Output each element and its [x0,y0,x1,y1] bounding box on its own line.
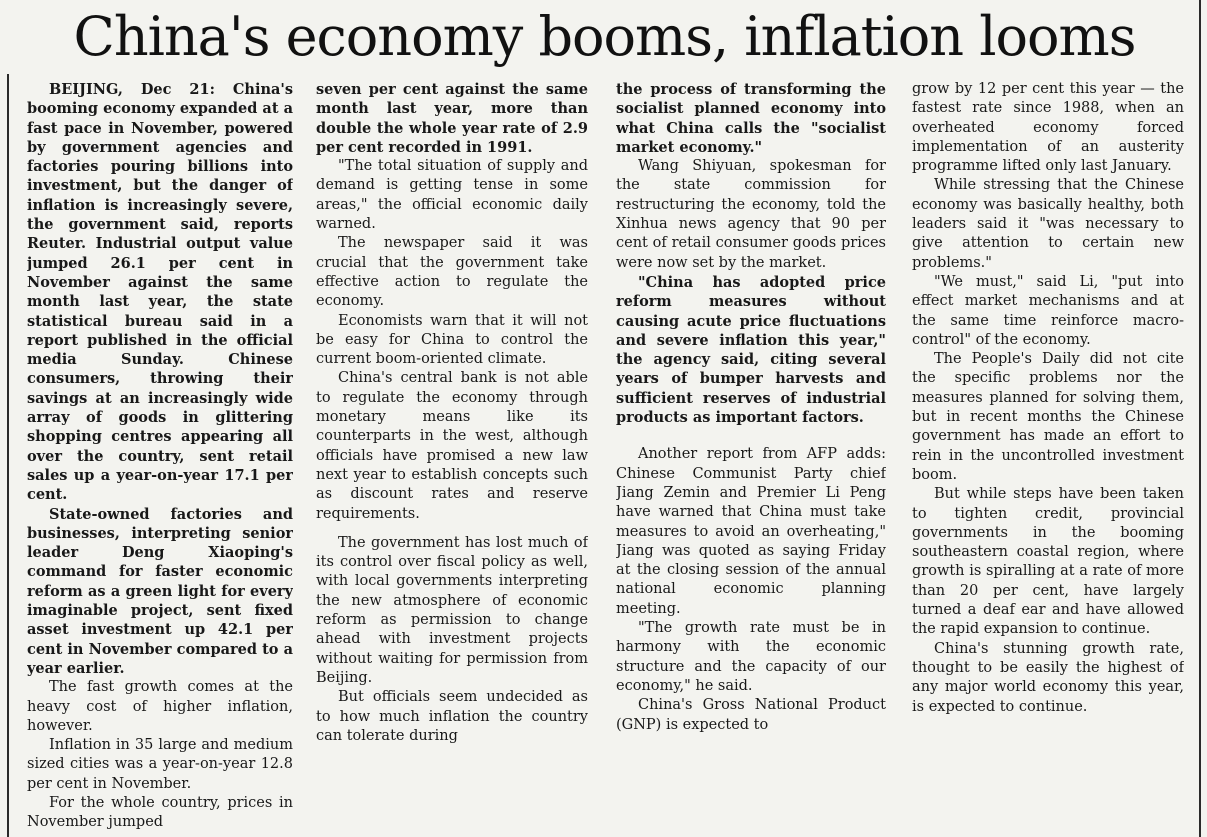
right-rule [1199,0,1201,837]
paragraph: While stressing that the Chinese economy was basically healthy, both leaders said it "was necessary to give attention to certain new problems." [912,177,1184,271]
left-rule [7,74,9,837]
column-1 [27,80,293,837]
paragraph: "China has adopted price reform measures without causing acute price fluctuations and severe inflation this year," the agency said, citing several years of bumper harvests and sufficient reserves of industrial products as important factors. [616,273,886,427]
paragraph: State-owned factories and businesses, interpreting senior leader Deng Xiaoping's command for faster economic reform as a green light for every imaginable project, sent fixed asset investment up 42.1 per cent in November compared to a year earlier. [27,505,293,677]
column-2 [316,80,588,837]
paragraph: grow by 12 per cent this year — the fastest rate since 1988, when an overheated economy forced implementation of an austerity programme lifted only last January. [912,81,1184,175]
column-3 [616,80,886,837]
paragraph: But while steps have been taken to tighten credit, provincial governments in the booming southeastern coastal region, where growth is spiralling at a rate of more than 20 per cent, have largely turned a deaf ear and have allowed the rapid expansion to continue. [912,486,1184,638]
paragraph: "We must," said Li, "put into effect market mechanisms and at the same time reinforce macro-control" of the economy. [912,273,1184,348]
paragraph: "The growth rate must be in harmony with the economic structure and the capacity of our economy," he said. [616,620,886,694]
paragraph: For the whole country, prices in November jumped [27,794,293,831]
paragraph: China's central bank is not able to regulate the economy through monetary means like its counterparts in the west, although officials have promised a new law next year to establish concepts such as discount rates and reserve requirements. [316,370,588,522]
paragraph: Another report from AFP adds: Chinese Communist Party chief Jiang Zemin and Premier Li Peng have warned that China must take measures to avoid an overheating," Jiang was quoted as saying Friday at the closing session of the annual national economic planning meeting. [616,446,886,617]
paragraph: Wang Shiyuan, spokesman for the state commission for restructuring the economy, told the Xinhua news agency that 90 per cent of retail consumer goods prices were now set by the market. [616,158,886,271]
paragraph: The People's Daily did not cite the specific problems nor the measures planned for solving them, but in recent months the Chinese government has made an effort to rein in the uncontrolled investment boom. [912,351,1184,483]
paragraph: "The total situation of supply and demand is getting tense in some areas," the official economic daily warned. [316,158,588,233]
paragraph: The government has lost much of its control over fiscal policy as well, with local governments interpreting the new atmosphere of economic reform as permission to change ahead with investment projects without waiting for permission from Beijing. [316,534,588,686]
column-4 [912,80,1184,837]
paragraph: China's Gross National Product (GNP) is expected to [616,697,886,733]
paragraph: But officials seem undecided as to how much inflation the country can tolerate during [316,689,588,744]
paragraph: China's stunning growth rate, thought to be easily the highest of any major world economy this year, is expected to continue. [912,640,1184,715]
paragraph: seven per cent against the same month last year, more than double the whole year rate of 2.9 per cent recorded in 1991. [316,81,588,156]
paragraph: Inflation in 35 large and medium sized cities was a year-on-year 12.8 per cent in November. [27,737,293,792]
paragraph: BEIJING, Dec 21: China's booming economy expanded at a fast pace in November, powered by government agencies and factories pouring billions into investment, but the danger of inflation is increasingly severe, the government said, reports Reuter. Industrial output value jumped 26.1 per cent in November against the same month last year, the state statistical bureau said in a report published in the official media Sunday. Chinese consumers, throwing their savings at an increasingly wide array of goods in glittering shopping centres appearing all over the country, sent retail sales up a year-on-year 17.1 per cent. [27,81,293,504]
paragraph: Economists warn that it will not be easy for China to control the current boom-oriented climate. [316,312,588,368]
paragraph: The newspaper said it was crucial that the government take effective action to regulate the economy. [316,235,588,310]
paragraph: The fast growth comes at the heavy cost of higher inflation, however. [27,679,293,734]
headline: China's economy booms, inflation looms [73,5,1136,68]
paragraph: the process of transforming the socialist planned economy into what China calls the "socialist market economy." [616,81,886,156]
